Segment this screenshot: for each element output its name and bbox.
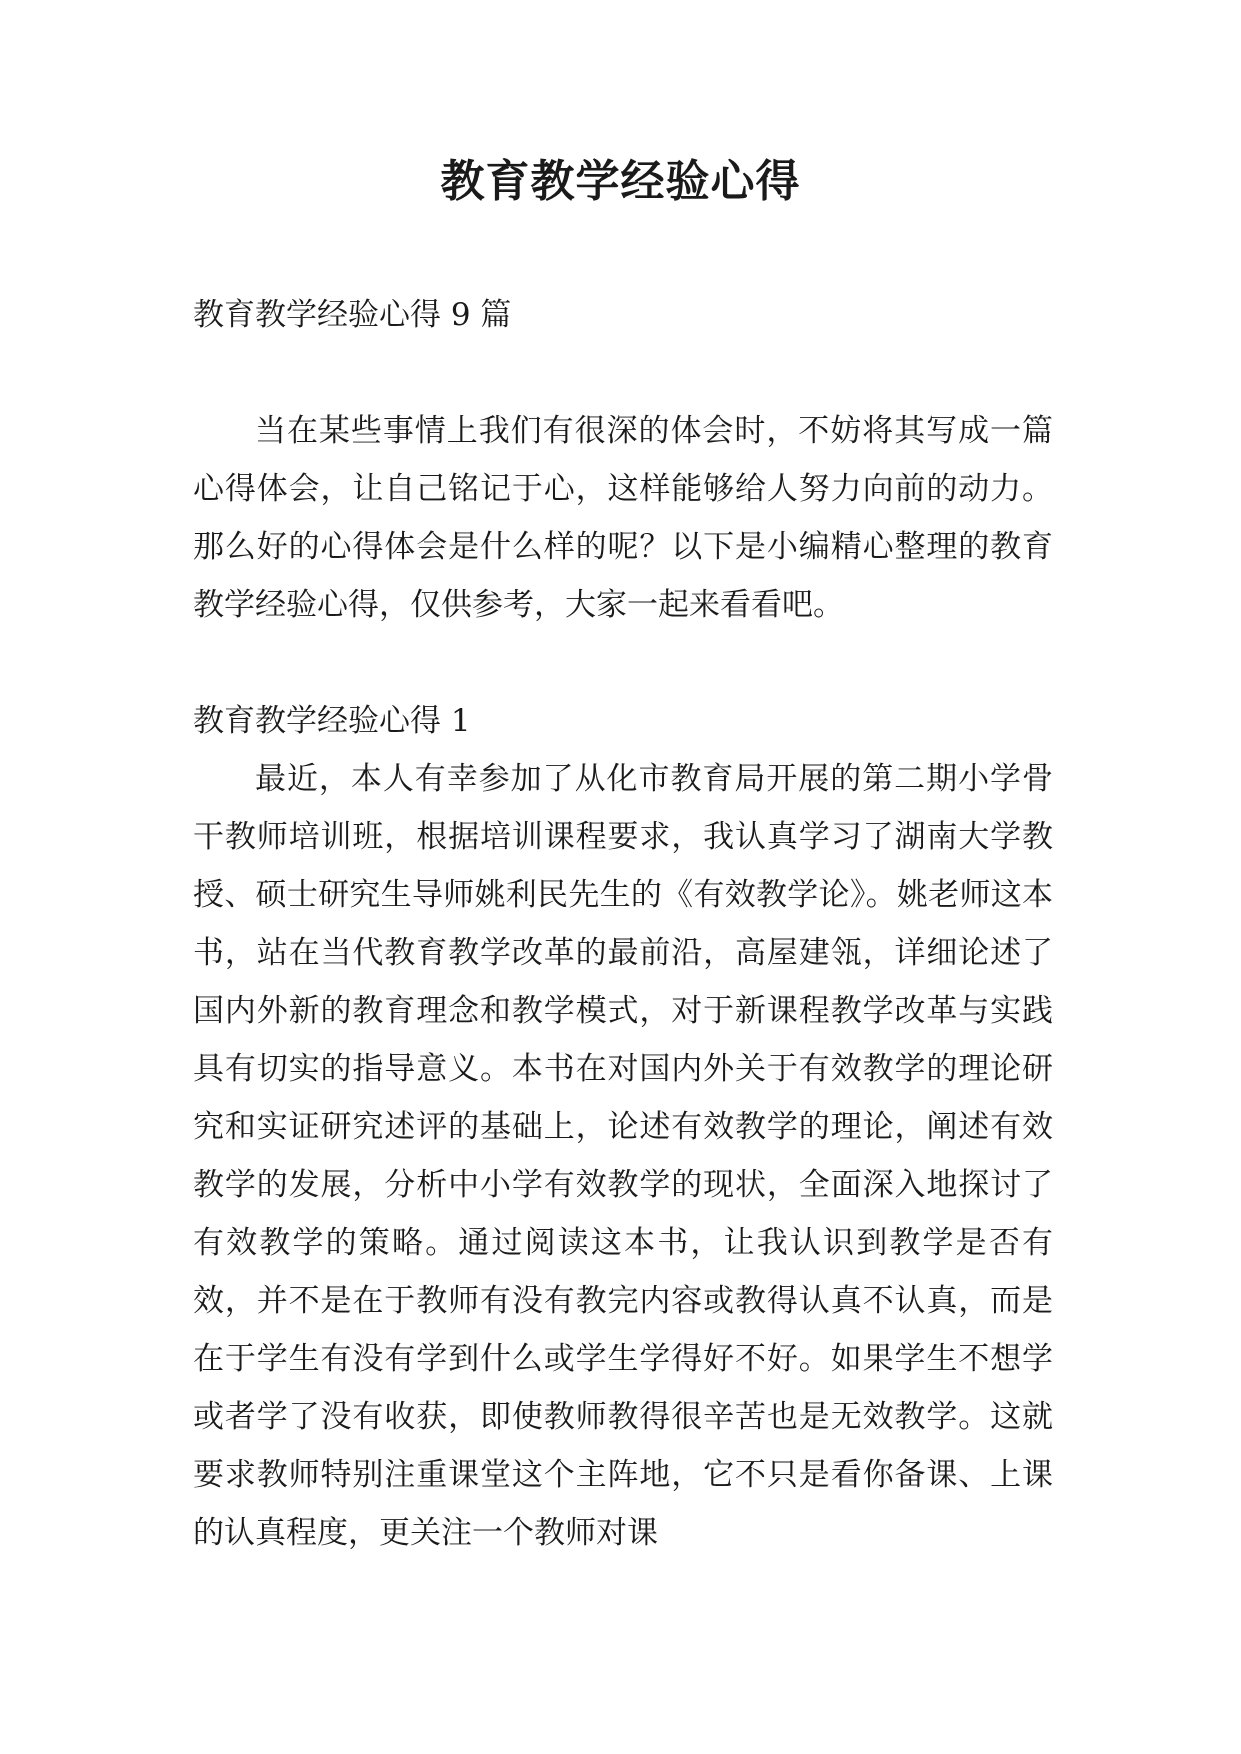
intro-paragraph: 当在某些事情上我们有很深的体会时，不妨将其写成一篇心得体会，让自己铭记于心，这样能够给人努力向前的动力。那么好的心得体会是什么样的呢？以下是小编精心整理的教育教学经验心得，仅供参考，大家一起来看看吧。 [193, 413, 1053, 623]
document-subtitle: 教育教学经验心得 9 篇 [193, 297, 512, 333]
document-title: 教育教学经验心得 [440, 156, 801, 207]
document-body [193, 286, 1053, 1562]
section-heading: 教育教学经验心得 1 [193, 703, 471, 739]
section-body-paragraph: 最近，本人有幸参加了从化市教育局开展的第二期小学骨干教师培训班，根据培训课程要求，我认真学习了湖南大学教授、硕士研究生导师姚利民先生的《有效教学论》。姚老师这本书，站在当代教育教学改革的最前沿，高屋建瓴，详细论述了国内外新的教育理念和教学模式，对于新课程教学改革与实践具有切实的指导意义。本书在对国内外关于有效教学的理论研究和实证研究述评的基础上，论述有效教学的理论，阐述有效教学的发展，分析中小学有效教学的现状，全面深入地探讨了有效教学的策略。通过阅读这本书，让我认识到教学是否有效，并不是在于教师有没有教完内容或教得认真不认真，而是在于学生有没有学到什么或学生学得好不好。如果学生不想学或者学了没有收获，即使教师教得很辛苦也是无效教学。这就要求教师特别注重课堂这个主阵地，它不只是看你备课、上课的认真程度，更关注一个教师对课 [193, 761, 1053, 1551]
